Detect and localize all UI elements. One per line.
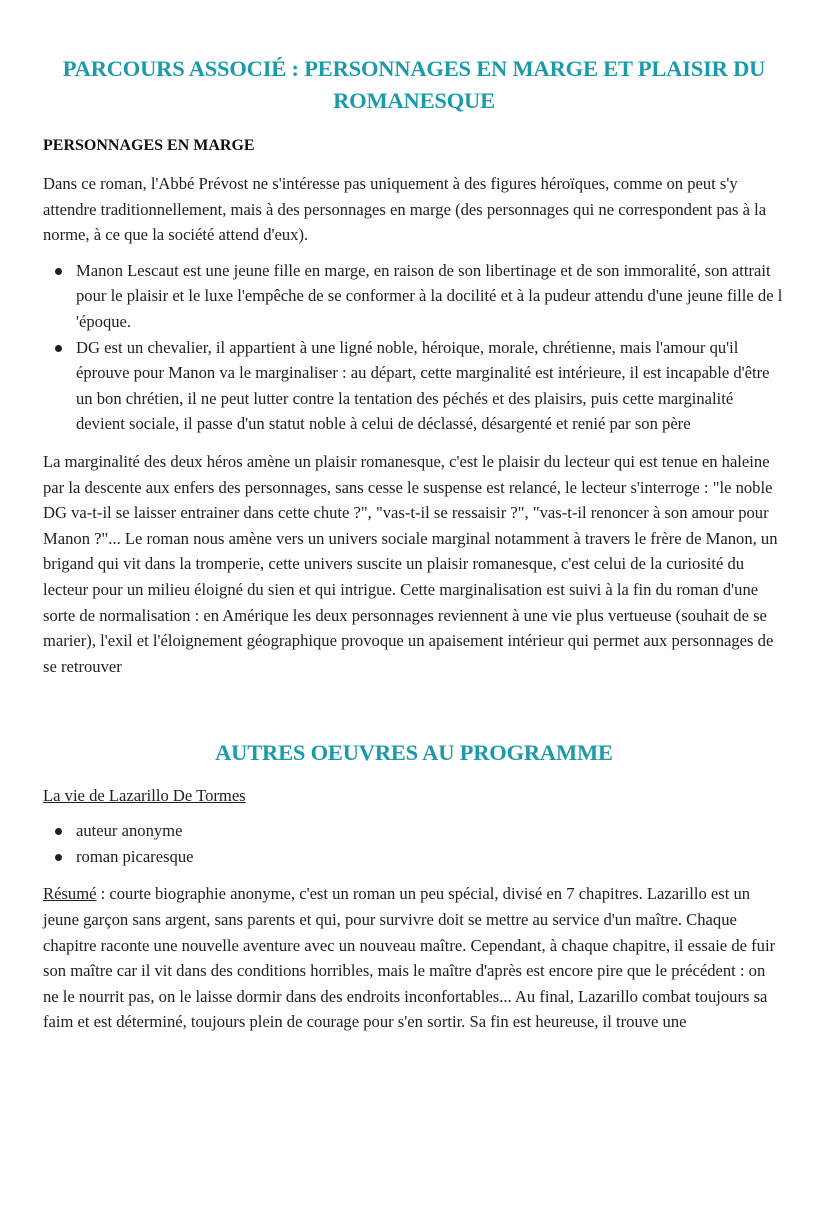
list-item-text: roman picaresque <box>76 846 194 866</box>
section-subheading: PERSONNAGES EN MARGE <box>43 137 255 154</box>
section-heading: AUTRES OEUVRES AU PROGRAMME <box>215 740 613 766</box>
list-item <box>76 844 785 870</box>
bullet-icon <box>55 828 62 835</box>
bullet-icon <box>55 854 62 861</box>
list-item <box>76 335 785 437</box>
summary-label: Résumé <box>43 884 97 904</box>
list-item-text: Manon Lescaut est une jeune fille en marge, en raison de son libertinage et de son immoralité, son attrait pour le plaisir et le luxe l'empêche de se conformer à la docilité et à la pudeur attendu d'une jeune fille de l 'époque. <box>76 260 783 331</box>
other-works-section <box>43 737 785 1035</box>
summary-text: : courte biographie anonyme, c'est un roman un peu spécial, divisé en 7 chapitres. Lazarillo est un jeune garçon sans argent, sans parents et qui, pour survivre doit se mettre au service d'un maître. Chaque chapitre raconte une nouvelle aventure avec un nouveau maître. Cependant, à chaque chapitre, il essaie de fuir son maître car il vit dans des conditions horribles, mais le maître d'après est encore pire que le précédent : on ne le nourrit pas, on le laisse dormir dans des endroits inconfortables... Au final, Lazarillo combat toujours sa faim et est déterminé, toujours plein de courage pour s'en sortir. Sa fin est heureuse, il trouve une <box>43 884 776 1032</box>
work-title: La vie de Lazarillo De Tormes <box>43 786 246 806</box>
list-item-text: DG est un chevalier, il appartient à une ligné noble, héroique, morale, chrétienne, mais l'amour qu'il éprouve pour Manon va le marginaliser : au départ, cette marginalité est intérieure, il est incapable d'être un bon chrétien, il ne peut lutter contre la tentation des péchés et des plaisirs, puis cette marginalité devient sociale, il passe d'un statut noble à celui de déclassé, désargenté et renié par son père <box>76 337 770 434</box>
characters-list <box>43 258 785 437</box>
intro-paragraph: Dans ce roman, l'Abbé Prévost ne s'intéresse pas uniquement à des figures héroïques, comme on peut s'y attendre traditionnellement, mais à des personnages en marge (des personnages qui ne correspondent pas à la norme, à ce que la société attend d'eux). <box>43 174 767 245</box>
bullet-icon <box>55 268 62 275</box>
list-item <box>76 818 785 844</box>
page-title: PARCOURS ASSOCIÉ : PERSONNAGES EN MARGE ET PLAISIR DU ROMANESQUE <box>62 56 766 113</box>
work-facts-list <box>43 818 785 869</box>
list-item-text: auteur anonyme <box>76 821 183 841</box>
summary-paragraph <box>43 881 785 1035</box>
bullet-icon <box>55 345 62 352</box>
list-item <box>76 258 785 335</box>
romanesque-paragraph: La marginalité des deux héros amène un plaisir romanesque, c'est le plaisir du lecteur qui est tenue en haleine par la descente aux enfers des personnages, sans cesse le suspense est relancé, le lecteur s'interroge : "le noble DG va-t-il se laisser entrainer dans cette chute ?", "vas-t-il se ressaisir ?", "vas-t-il renoncer à son amour pour Manon ?"... Le roman nous amène vers un univers sociale marginal notamment à travers le frère de Manon, un brigand qui vit dans la tromperie, cette univers suscite un plaisir romanesque, c'est celui de la curiosité du lecteur pour un milieu éloigné du sien et qui intrigue. Cette marginalisation est suivi à la fin du roman d'une sorte de normalisation : en Amérique les deux personnages reviennent à une vie plus vertueuse (souhait de se marier), l'exil et l'éloignement géographique provoque un apaisement intérieur qui permet aux personnages de se retrouver <box>43 451 778 676</box>
